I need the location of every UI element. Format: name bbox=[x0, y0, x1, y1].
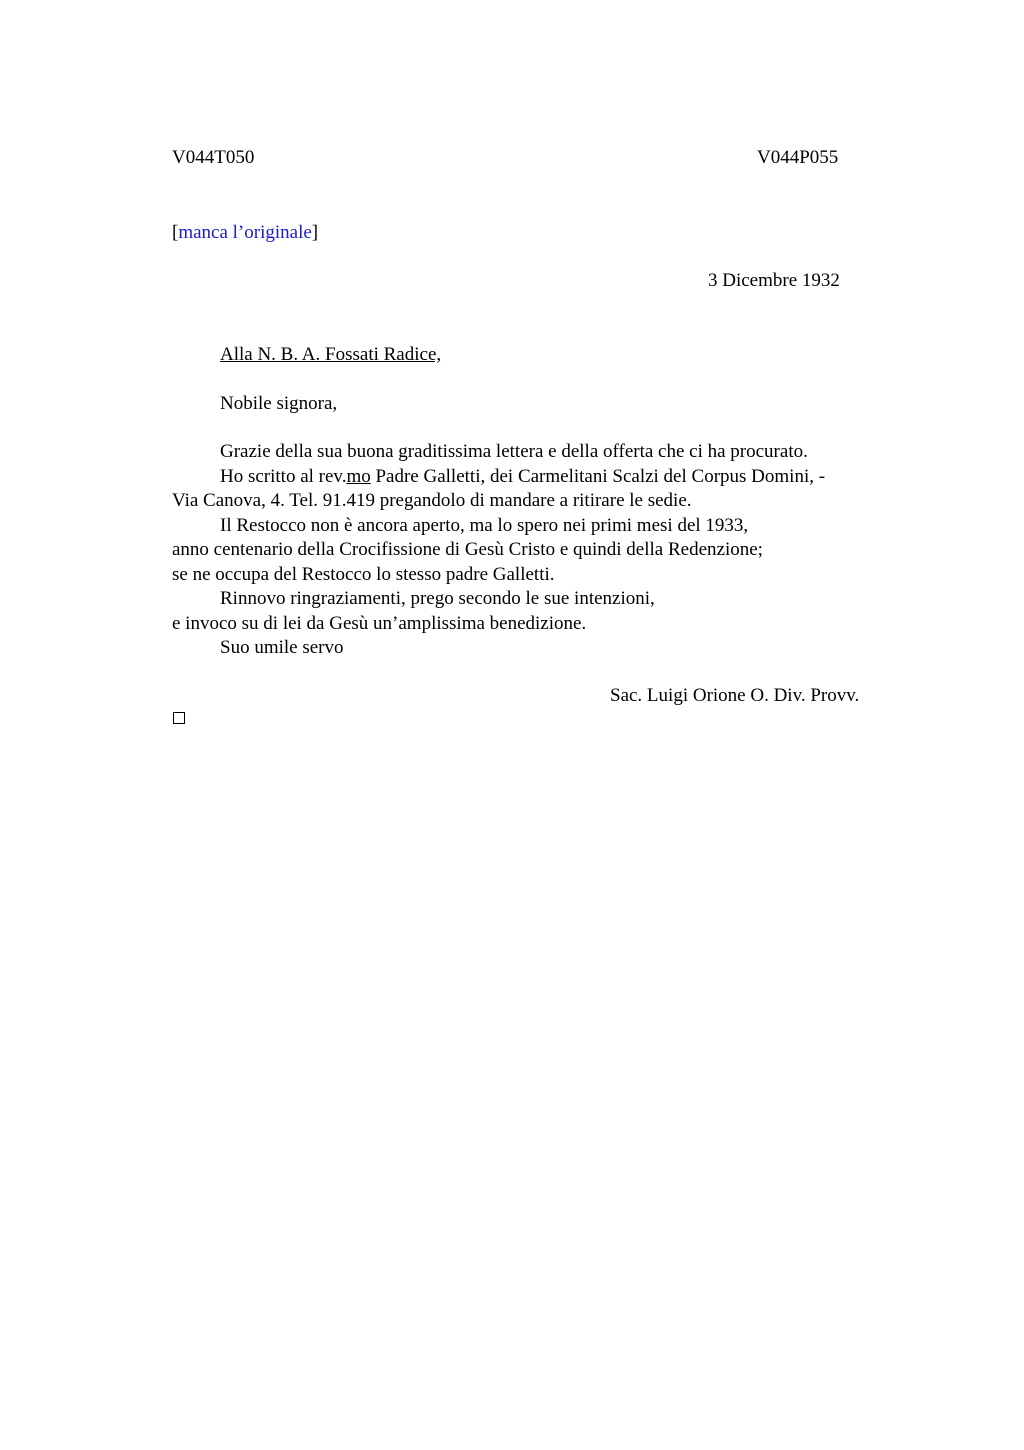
letter-body bbox=[172, 440, 892, 661]
body-line: Grazie della sua buona graditissima lettera e della offerta che ci ha procurato. bbox=[220, 441, 808, 462]
signature: Sac. Luigi Orione O. Div. Provv. bbox=[610, 685, 860, 706]
missing-original-note bbox=[172, 221, 318, 245]
letter-date: 3 Dicembre 1932 bbox=[708, 270, 840, 291]
addressee: Alla N. B. A. Fossati Radice, bbox=[220, 344, 442, 365]
abbreviation-superscript: mo bbox=[346, 465, 371, 487]
body-line: e invoco su di lei da Gesù un’amplissima benedizione. bbox=[172, 612, 587, 634]
body-line-end: Padre Galletti, dei Carmelitani Scalzi del Corpus Domini, - bbox=[370, 465, 826, 487]
note-open-bracket: [ bbox=[172, 222, 179, 243]
body-line: se ne occupa del Restocco lo stesso padre Galletti. bbox=[172, 563, 555, 585]
body-line: Via Canova, 4. Tel. 91.419 pregandolo di mandare a ritirare le sedie. bbox=[172, 490, 692, 511]
note-text: manca l’originale bbox=[178, 222, 312, 243]
body-line bbox=[172, 465, 892, 490]
body-line-start: Ho scritto al rev. bbox=[220, 465, 347, 487]
salutation: Nobile signora, bbox=[220, 393, 338, 414]
document-code-left: V044T050 bbox=[172, 147, 255, 168]
closing-line: Suo umile servo bbox=[220, 637, 344, 658]
body-line: Il Restocco non è ancora aperto, ma lo spero nei primi mesi del 1933, bbox=[220, 514, 749, 536]
document-code-right: V044P055 bbox=[757, 147, 839, 168]
body-line: anno centenario della Crocifissione di Gesù Cristo e quindi della Redenzione; bbox=[172, 539, 763, 560]
note-close-bracket: ] bbox=[311, 222, 319, 243]
body-line: Rinnovo ringraziamenti, prego secondo le sue intenzioni, bbox=[220, 588, 655, 609]
end-marker-box-icon bbox=[173, 712, 185, 724]
